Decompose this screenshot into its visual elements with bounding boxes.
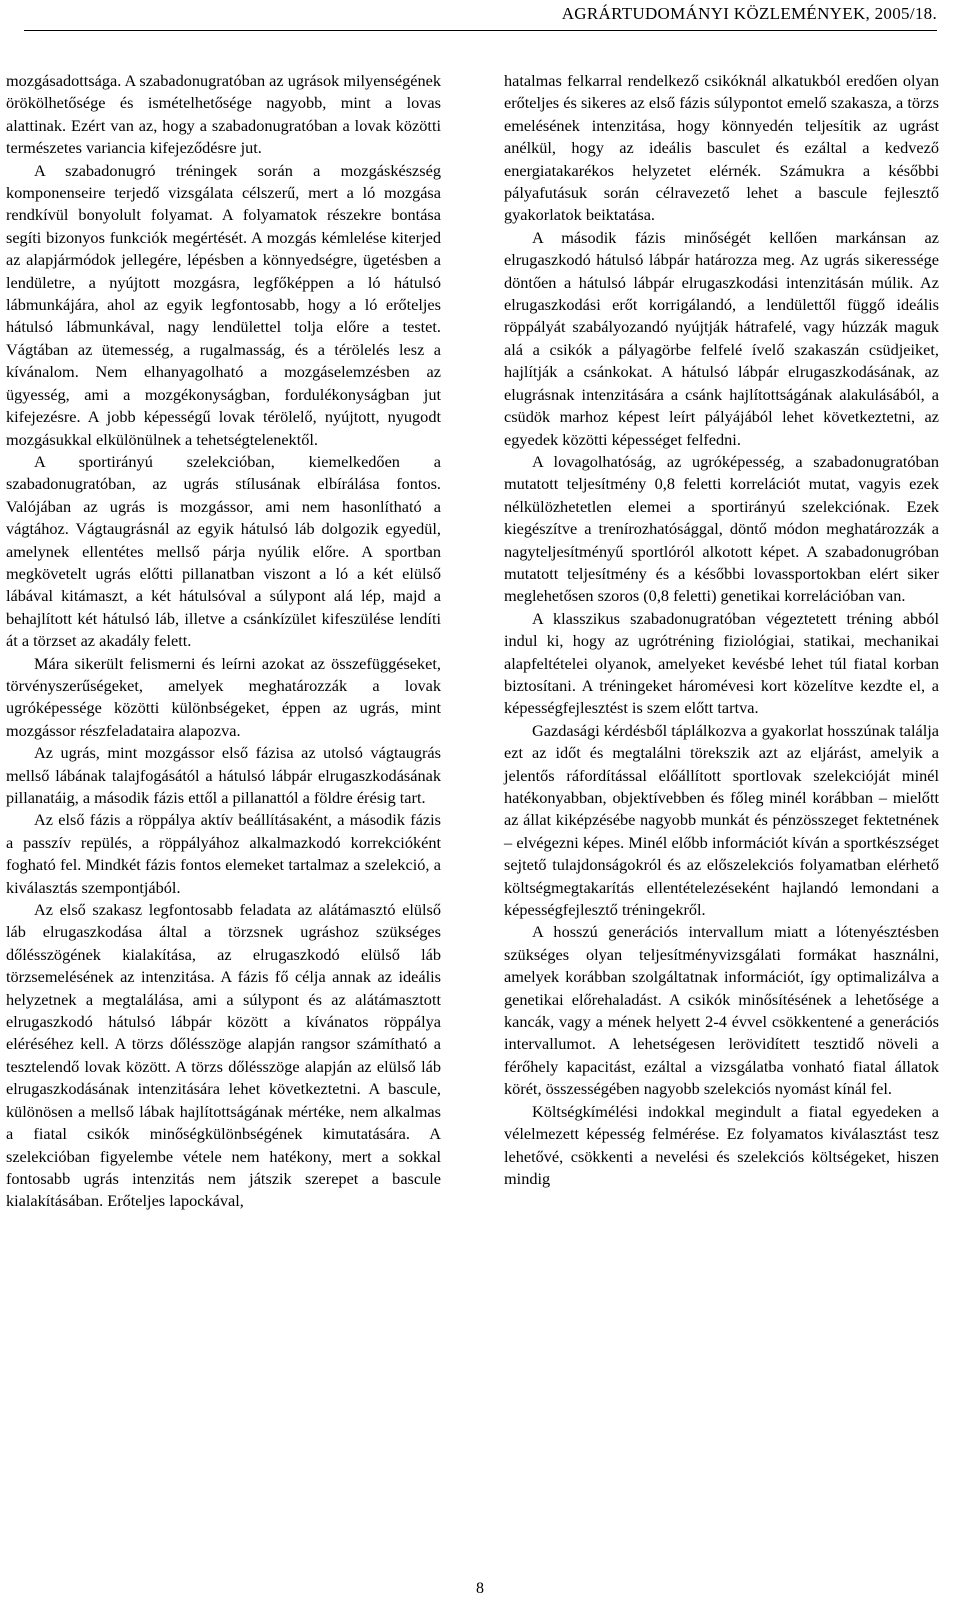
paragraph: Gazdasági kérdésből táplálkozva a gyakorlat hosszúnak találja ezt az időt és megtalálni törekszik azt az eljárást, amelyik a jelentős ráfordítással előállított sportlovak szelekcióját minél hatékonyabban, objektívebben és főleg minél korábban – mielőtt az állat kiképzésébe nagyobb munkát és pénzösszeget fektetnének – elvégezni képes. Minél előbb információt kíván a sportkészséget sejtető tulajdonságokról és az előszelekciós folyamatban elérhető költségmegtakarítás ellentételezéseként hajlandó lemondani a képességfejlesztő tréningekről. (504, 720, 939, 920)
paragraph: Az első szakasz legfontosabb feladata az alátámasztó elülső láb elrugaszkodása által a törzsnek ugráshoz szükséges dőlésszögének kialakítása, az elrugaszkodó elülső láb törzsemelésének az intenzitása. A fázis fő célja annak az ideális helyzetnek a megtalálása, ami a súlypont és az alátámasztott elrugaszkodó hátulsó lábpár között a kívánatos röppálya eléréséhez kell. A törzs dőlésszöge alapján rangsor számítható a tesztelendő lovak között. A törzs dőlésszöge alapján az elülső láb elrugaszkodásának intenzitására lehet következtetni. A bascule, különösen a mellső lábak hajlítottságának mértéke, nem alkalmas a fiatal csikók minőségkülönbségének kimutatására. A szelekcióban figyelembe vétele nem hatékony, mert a sokkal fontosabb ugrás intenzitás nem játszik szerepet a bascule kialakításában. Erőteljes lapockával, (6, 900, 441, 1211)
paragraph: A hosszú generációs intervallum miatt a lótenyésztésben szükséges olyan teljesítményvizsgálati formákat használni, amelyek korábban szolgáltatnak információt, így optimalizálva a genetikai előrehaladást. A csikók minősítésének a lehetősége a kancák, vagy a mének helyett 2-4 évvel csökkentené a generációs intervallumot. A lehetségesen lerövidített tesztidő növeli a férőhely kapacitást, ezáltal a vizsgálatba vonható fiatal állatok körét, összességében nagyobb szelekciós nyomást kínál fel. (504, 922, 939, 1099)
paragraph: Költségkímélési indokkal megindult a fiatal egyedeken a vélelmezett képesség felmérése. Ez folyamatos kiválasztást tesz lehetővé, csökkenti a nevelési és szelekciós költségeket, hiszen mindig (504, 1101, 939, 1188)
paragraph: A sportirányú szelekcióban, kiemelkedően a szabadonugratóban, az ugrás stílusának elbírálása fontos. Valójában az ugrás is mozgássor, ami nem hasonlítható a vágtához. Vágtaugrásnál az egyik hátulsó láb dolgozik egyedül, amelynek ellentétes mellső párja nyúlik előre. A sportban megkövetelt ugrás előtti pillanatban viszont a ló a két elülső lábával kitámaszt, a két hátulsóval a súlypont alá lép, majd a behajlított két hátulsó láb, illetve a csánkízület kifeszülése lendíti át a törzset az akadály felett. (6, 451, 441, 651)
paragraph: Mára sikerült felismerni és leírni azokat az összefüggéseket, törvényszerűségeket, amelyek meghatározzák a lovak ugróképessége közötti különbségeket, éppen az ugrás, mint mozgássor részfeladataira alapozva. (6, 653, 441, 740)
paragraph: A klasszikus szabadonugratóban végeztetett tréning abból indul ki, hogy az ugrótréning fiziológiai, statikai, mechanikai alapfeltételei olyanok, amelyeket kevésbé lehet túl fiatal korban biztosítani. A tréningeket háromévesi kort közelítve kezdte el, a képességfejlesztést is szem előtt tartva. (504, 608, 939, 718)
paragraph: mozgásadottsága. A szabadonugratóban az ugrások milyenségének örökölhetősége és ismételhetősége nagyobb, mint a lovas alattinak. Ezért van az, hogy a szabadonugratóban a lovak közötti természetes variancia kifejeződésre jut. (6, 71, 441, 158)
left-column (6, 70, 441, 1213)
paragraph: A második fázis minőségét kellően markánsan az elrugaszkodó hátulsó lábpár határozza meg. Az ugrás sikeressége döntően a hátulsó lábpár elrugaszkodási intenzitásán múlik. Az elrugaszkodási erőt korrigálandó, a lendülettől függő ideális röppályát szabályozandó nyújtják hátrafelé, vagy húzzák maguk alá a csikók a pályagörbe felfelé ívelő szakaszán csüdjeiket, hajlítják a csánkokat. A hátulsó lábpár elrugaszkodásának, az elugrásnak intenzitására a csánk hajlítottságának alakulásából, a csüdök marhoz képest leírt pályájából lehet következtetni, az egyedek közötti képességet felfedni. (504, 227, 939, 449)
running-head: AGRÁRTUDOMÁNYI KÖZLEMÉNYEK, 2005/18. (561, 4, 937, 23)
paragraph: Az első fázis a röppálya aktív beállításaként, a második fázis a passzív repülés, a röppályához alkalmazkodó korrekcióként fogható fel. Mindkét fázis fontos elemeket tartalmaz a szelekció, a kiválasztás szempontjából. (6, 810, 441, 897)
paragraph: hatalmas felkarral rendelkező csikóknál alkatukból eredően olyan erőteljes és sikeres az első fázis súlypontot emelő szakasza, a törzs emelésének intenzitása, hogy könnyedén teljesítik az ugrást anélkül, hogy az ideális basculet és ezáltal a kedvező energiatakarékos helyzetet elérnék. Számukra a későbbi pályafutásuk során célravezető lehet a bascule fejlesztő gyakorlatok beiktatása. (504, 71, 939, 225)
header-rule (24, 30, 937, 31)
paragraph: Az ugrás, mint mozgássor első fázisa az utolsó vágtaugrás mellső lábának talajfogásától a hátulsó lábpár elrugaszkodásának pillanatáig, a második fázis ettől a pillanattól a földre érésig tart. (6, 743, 441, 807)
paragraph: A lovagolhatóság, az ugróképesség, a szabadonugratóban mutatott teljesítmény 0,8 feletti korrelációt mutat, vagyis ezek nélkülözhetetlen elemei a sportirányú szelekciónak. Ezek kiegészítve a trenírozhatósággal, döntő módon meghatározzák a nagyteljesítményű sportlóról alkotott képet. A szabadonugróban mutatott teljesítmény és a későbbi lovassportokban elért siker meglehetősen szoros (0,8 feletti) genetikai korrelációban van. (504, 451, 939, 606)
right-column (504, 70, 939, 1190)
page-number: 8 (476, 1580, 484, 1597)
paragraph: A szabadonugró tréningek során a mozgáskészség komponenseire terjedő vizsgálata célszerű, mert a ló mozgása rendkívül bonyolult folyamat. A folyamatok részekre bontása segíti bizonyos funkciók megértését. A mozgás kémlelése kiterjed az alapjármódok jellegére, lépésben a könnyedségre, ügetésben a lendületre, a nyújtott mozgásra, legfőképpen a ló hátulsó lábmunkájára, ahol az egyik legfontosabb, hogy a ló erőteljes hátulsó lábmunkával, nagy lendülettel tolja előre a testet. Vágtában az ütemesség, a rugalmasság, és a térölelés lesz a kívánalom. Nem elhanyagolható a mozgáselemzésben az ügyesség, ami a mozgékonyságban, fordulékonyságban jut kifejezésre. A jobb képességű lovak térölelő, nyújtott, nyugodt mozgásukkal elkülönülnek a tehetségtelenektől. (6, 160, 441, 449)
